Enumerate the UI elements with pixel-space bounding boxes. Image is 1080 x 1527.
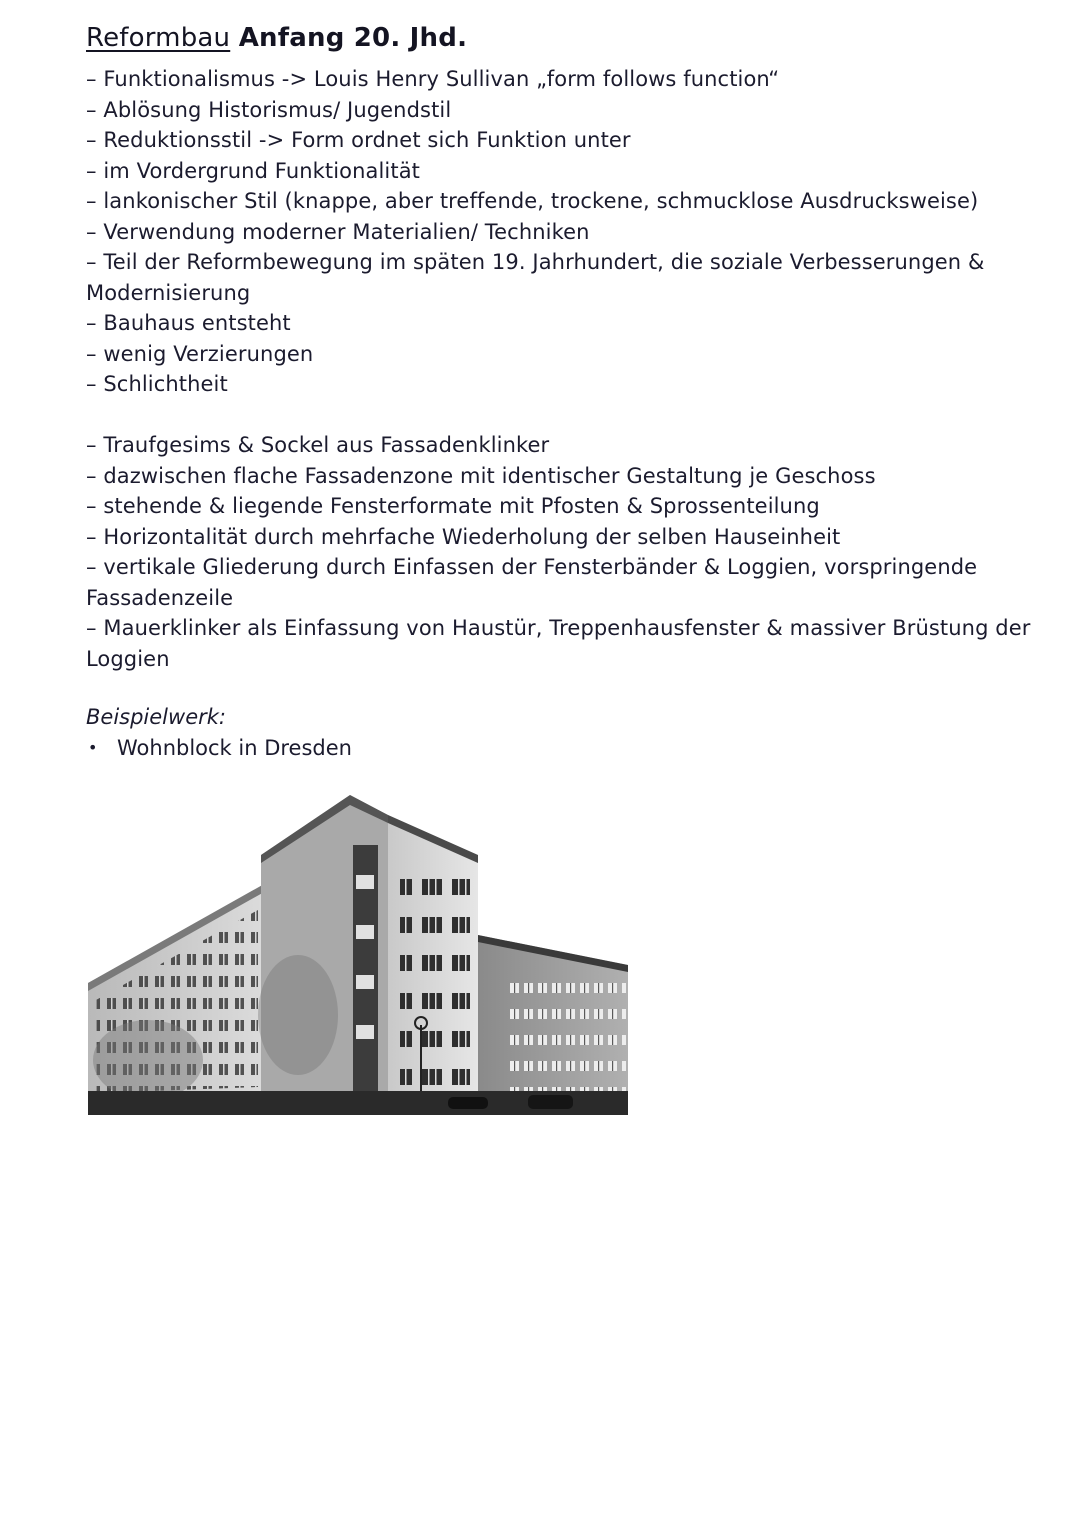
list-item: – stehende & liegende Fensterformate mit Pfosten & Sprossenteilung <box>86 494 820 518</box>
list-item: – im Vordergrund Funktionalität <box>86 158 421 183</box>
list-item: – Bauhaus entsteht <box>86 311 291 335</box>
list-item: – vertikale Gliederung durch Einfassen der Fensterbänder & Loggien, vorspringende Fassadenzeile <box>86 555 978 610</box>
example-list-item <box>86 733 1046 764</box>
list-item: – Ablösung Historismus/ Jugendstil <box>86 97 452 122</box>
list-item: – lankonischer Stil (knappe, aber treffende, trockene, schmucklose Ausdrucksweise) <box>86 189 979 213</box>
title-underlined: Reformbau <box>86 23 231 53</box>
list-item: – Reduktionsstil -> Form ordnet sich Funktion unter <box>86 128 631 152</box>
example-label: Beispielwerk: <box>86 705 226 729</box>
document-page <box>86 18 1046 763</box>
list-item: – Horizontalität durch mehrfache Wiederholung der selben Hauseinheit <box>86 524 841 549</box>
list-item: – Teil der Reformbewegung im späten 19. Jahrhundert, die soziale Verbesserungen & Modernisierung <box>86 250 985 305</box>
list-item: – Funktionalismus -> Louis Henry Sullivan „form follows function“ <box>86 67 780 91</box>
page-title <box>86 18 1046 58</box>
list-item: – wenig Verzierungen <box>86 341 314 366</box>
list-item: – Traufgesims & Sockel aus Fassadenklinker <box>86 433 550 457</box>
title-bold: Anfang 20. Jhd. <box>238 23 468 53</box>
list-item: – Mauerklinker als Einfassung von Haustür, Treppenhausfenster & massiver Brüstung der Loggien <box>86 616 1031 671</box>
section-gap <box>86 400 1046 431</box>
list-item: – Verwendung moderner Materialien/ Techniken <box>86 219 590 244</box>
section-characteristics <box>86 64 1046 400</box>
list-item: – dazwischen flache Fassadenzone mit identischer Gestaltung je Geschoss <box>86 463 876 488</box>
example-item-text: Wohnblock in Dresden <box>117 735 352 760</box>
bullet-icon: • <box>88 737 98 757</box>
list-item: – Schlichtheit <box>86 372 228 396</box>
section-facade <box>86 430 1046 674</box>
building-photo <box>88 795 628 1115</box>
